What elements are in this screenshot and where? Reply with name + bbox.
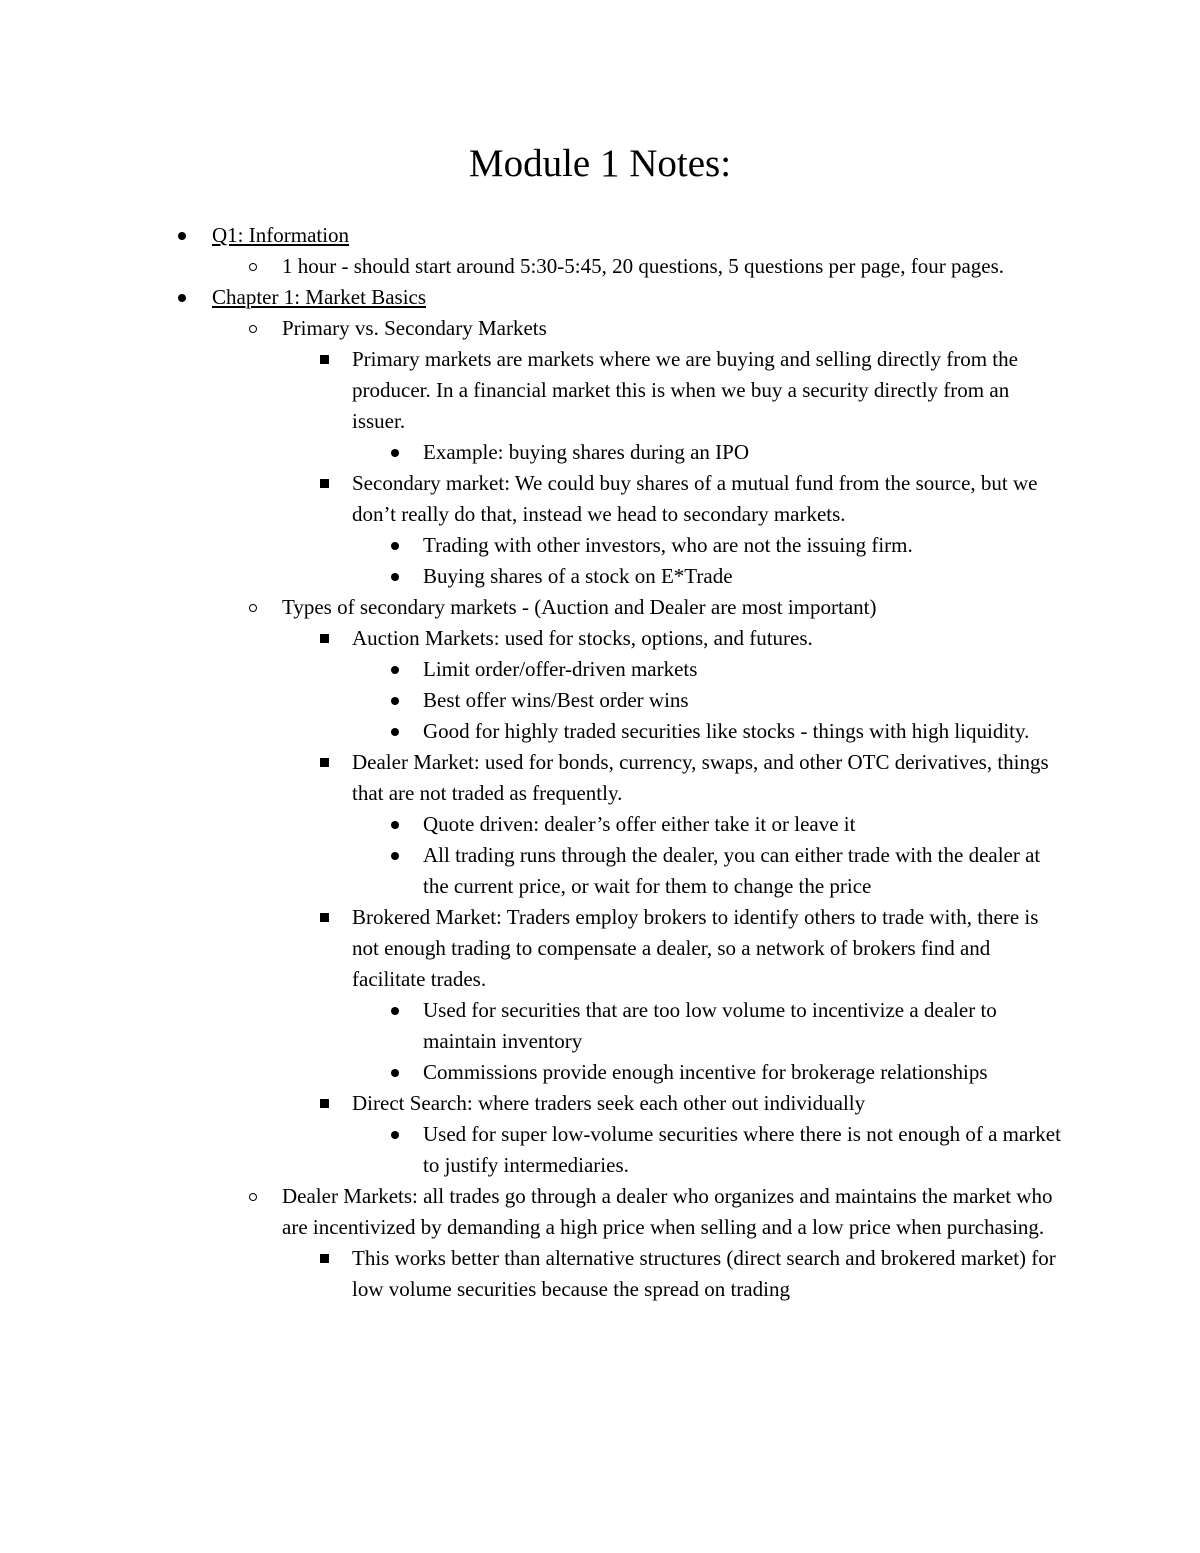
list-item-text: Secondary market: We could buy shares of a mutual fund from the source, but we don’t really do that, instead we head to secondary markets. [352,471,1038,526]
list-item [0,313,1057,344]
list-item [0,282,1072,313]
list-item-text: Commissions provide enough incentive for brokerage relationships [423,1060,988,1084]
dot-bullet-icon [385,530,405,561]
list-item [0,809,1063,840]
list-item-text: Trading with other investors, who are not the issuing firm. [423,533,913,557]
circle-bullet-icon [243,313,263,344]
dot-bullet-icon [385,809,405,840]
list-item [0,995,1063,1057]
list-item-text: Good for highly traded securities like stocks - things with high liquidity. [423,719,1030,743]
circle-bullet-icon [243,251,263,282]
list-item-text: Quote driven: dealer’s offer either take it or leave it [423,812,856,836]
list-item [0,1088,1057,1119]
dot-bullet-icon [385,1119,405,1150]
list-item [0,716,1063,747]
dot-bullet-icon [385,840,405,871]
dot-bullet-icon [385,685,405,716]
dot-bullet-icon [385,1057,405,1088]
square-bullet-icon [314,1243,334,1274]
list-item [0,220,1072,251]
section-heading: Q1: Information [212,223,350,247]
list-item [0,530,1063,561]
list-item [0,592,1057,623]
list-item-text: Primary vs. Secondary Markets [282,316,547,340]
list-item [0,685,1063,716]
square-bullet-icon [314,1088,334,1119]
page-title: Module 1 Notes: [468,142,732,185]
list-item-text: Best offer wins/Best order wins [423,688,689,712]
list-item [0,468,1057,530]
list-item [0,561,1063,592]
list-item-text: Dealer Markets: all trades go through a dealer who organizes and maintains the market who are incentivized by demanding a high price when selling and a low price when purchasing. [282,1184,1053,1239]
list-item [0,251,1057,282]
circle-bullet-icon [243,592,263,623]
list-item-text: Buying shares of a stock on E*Trade [423,564,733,588]
section-heading: Chapter 1: Market Basics [212,285,427,309]
dot-bullet-icon [172,282,192,313]
dot-bullet-icon [385,654,405,685]
notes-outline [0,220,1200,1305]
square-bullet-icon [314,344,334,375]
dot-bullet-icon [385,561,405,592]
list-item-text: Direct Search: where traders seek each other out individually [352,1091,866,1115]
circle-bullet-icon [243,1181,263,1212]
list-item [0,344,1057,437]
list-item-text: Auction Markets: used for stocks, options, and futures. [352,626,813,650]
list-item [0,654,1063,685]
list-item-text: Used for securities that are too low volume to incentivize a dealer to maintain inventory [423,998,997,1053]
dot-bullet-icon [385,995,405,1026]
list-item [0,1057,1063,1088]
list-item [0,1119,1063,1181]
list-item [0,1243,1057,1305]
list-item [0,437,1063,468]
list-item-text: Used for super low-volume securities where there is not enough of a market to justify intermediaries. [423,1122,1061,1177]
list-item-text: Dealer Market: used for bonds, currency, swaps, and other OTC derivatives, things that are not traded as frequently. [352,750,1049,805]
list-item [0,902,1057,995]
dot-bullet-icon [385,437,405,468]
list-item-text: Limit order/offer-driven markets [423,657,698,681]
list-item-text: Example: buying shares during an IPO [423,440,750,464]
list-item-text: Brokered Market: Traders employ brokers to identify others to trade with, there is not enough trading to compensate a dealer, so a network of brokers find and facilitate trades. [352,905,1039,991]
list-item-text: Types of secondary markets - (Auction and Dealer are most important) [282,595,877,619]
list-item [0,1181,1057,1243]
square-bullet-icon [314,468,334,499]
list-item-text: All trading runs through the dealer, you can either trade with the dealer at the current price, or wait for them to change the price [423,843,1041,898]
dot-bullet-icon [172,220,192,251]
square-bullet-icon [314,623,334,654]
list-item-text: Primary markets are markets where we are buying and selling directly from the producer. In a financial market this is when we buy a security directly from an issuer. [352,347,1018,433]
square-bullet-icon [314,902,334,933]
list-item [0,747,1057,809]
list-item-text: 1 hour - should start around 5:30-5:45, 20 questions, 5 questions per page, four pages. [282,254,1005,278]
square-bullet-icon [314,747,334,778]
list-item [0,623,1057,654]
dot-bullet-icon [385,716,405,747]
list-item-text: This works better than alternative structures (direct search and brokered market) for low volume securities because the spread on trading [352,1246,1056,1301]
list-item [0,840,1063,902]
